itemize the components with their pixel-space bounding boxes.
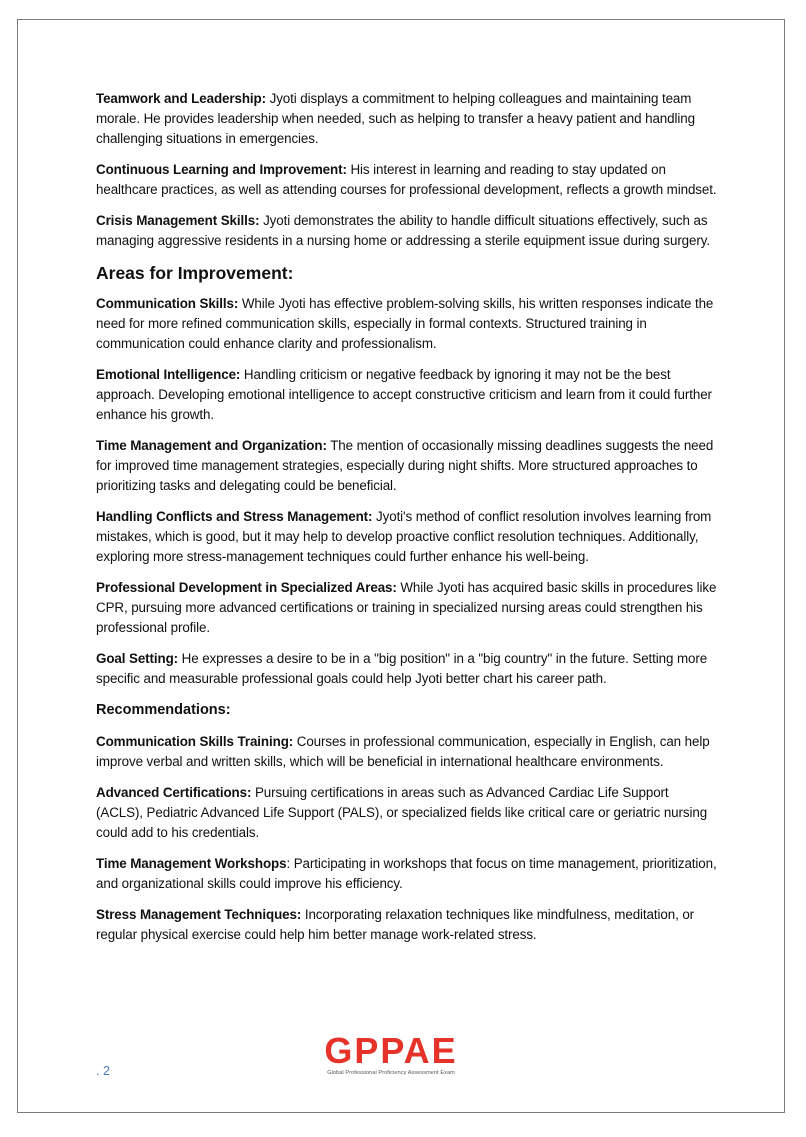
item-title: Stress Management Techniques: <box>96 907 302 922</box>
item-title: Goal Setting: <box>96 651 179 666</box>
item-text: Jyoti's method of conflict resolution involves learning from mistakes, which is good, but it may help to develop proactive conflict resolution techniques. Additionally, exploring more stress-management techniques could further enhance his well-being. <box>96 509 712 564</box>
improvement-development <box>96 578 718 638</box>
item-text: Jyoti demonstrates the ability to handle difficult situations effectively, such as managing aggressive residents in a nursing home or addressing a sterile equipment issue during surgery. <box>96 213 710 248</box>
item-title: Handling Conflicts and Stress Management: <box>96 509 373 524</box>
logo-wordmark: GPPAE <box>324 1030 458 1071</box>
recommendation-communication <box>96 732 718 772</box>
recommendations-heading: Recommendations: <box>96 702 231 718</box>
item-text: While Jyoti has effective problem-solving skills, his written responses indicate the need for more refined communication skills, especially in formal contexts. Structured training in communication could enhance clarity and professionalism. <box>96 296 714 351</box>
page-number: . 2 <box>96 1064 110 1078</box>
improvement-goals <box>96 649 718 689</box>
item-text: Pursuing certifications in areas such as Advanced Cardiac Life Support (ACLS), Pediatric Advanced Life Support (PALS), or specialized fields like critical care or geriatric nursing could add to his credentials. <box>96 785 708 840</box>
strength-teamwork <box>96 89 718 149</box>
item-title: Crisis Management Skills: <box>96 213 260 228</box>
item-text: Jyoti displays a commitment to helping colleagues and maintaining team morale. He provides leadership when needed, such as helping to transfer a heavy patient and handling challenging situations in emergencies. <box>96 91 695 146</box>
improvement-conflicts <box>96 507 718 567</box>
strength-crisis <box>96 211 718 251</box>
item-title: Professional Development in Specialized Areas: <box>96 580 397 595</box>
item-text: Incorporating relaxation techniques like mindfulness, meditation, or regular physical exercise could help him better manage work-related stress. <box>96 907 695 942</box>
improvement-time <box>96 436 718 496</box>
item-text: Courses in professional communication, especially in English, can help improve verbal and written skills, which will be beneficial in international healthcare environments. <box>96 734 710 769</box>
item-text: His interest in learning and reading to stay updated on healthcare practices, as well as attending courses for professional development, reflects a growth mindset. <box>96 162 717 197</box>
recommendation-certifications <box>96 783 718 843</box>
item-title: Continuous Learning and Improvement: <box>96 162 347 177</box>
strength-learning <box>96 160 718 200</box>
item-title: Teamwork and Leadership: <box>96 91 266 106</box>
improvement-communication <box>96 294 718 354</box>
item-title: Advanced Certifications: <box>96 785 252 800</box>
item-title: Time Management and Organization: <box>96 438 327 453</box>
item-text: While Jyoti has acquired basic skills in procedures like CPR, pursuing more advanced certifications or training in specialized nursing areas could strengthen his professional profile. <box>96 580 717 635</box>
logo-tagline: Global Professional Proficiency Assessment Exam <box>327 1070 455 1076</box>
item-text: The mention of occasionally missing deadlines suggests the need for improved time management strategies, especially during night shifts. More structured approaches to prioritizing tasks and delegating could be beneficial. <box>96 438 714 493</box>
item-text: Handling criticism or negative feedback by ignoring it may not be the best approach. Developing emotional intelligence to accept constructive criticism and learn from it could further enhance his growth. <box>96 367 712 422</box>
item-title: Communication Skills Training: <box>96 734 294 749</box>
item-text: : Participating in workshops that focus on time management, prioritization, and organizational skills could improve his efficiency. <box>96 856 717 891</box>
document-body <box>96 89 718 956</box>
recommendation-stress <box>96 905 718 945</box>
item-title: Communication Skills: <box>96 296 239 311</box>
item-title: Time Management Workshops <box>96 856 287 871</box>
improvement-emotional <box>96 365 718 425</box>
item-title: Emotional Intelligence: <box>96 367 241 382</box>
improvement-heading: Areas for Improvement: <box>96 263 294 283</box>
recommendation-workshops <box>96 854 718 894</box>
gppae-logo <box>320 1030 462 1078</box>
item-text: He expresses a desire to be in a "big position" in a "big country" in the future. Setting more specific and measurable professional goals could help Jyoti better chart his career path. <box>96 651 708 686</box>
